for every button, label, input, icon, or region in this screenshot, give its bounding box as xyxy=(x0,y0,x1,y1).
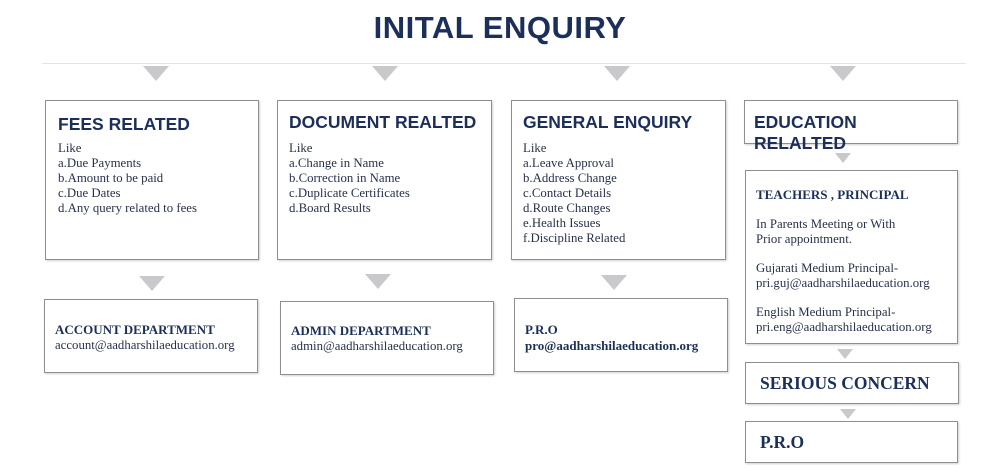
list-item: d.Board Results xyxy=(289,201,371,215)
fees-related-box xyxy=(45,100,259,260)
list-item: e.Health Issues xyxy=(523,216,601,230)
list-item: b.Amount to be paid xyxy=(58,171,164,185)
principal-email: pri.guj@aadharshilaeducation.org xyxy=(756,276,930,290)
page-title: INITAL ENQUIRY xyxy=(373,10,627,45)
fees-related-list xyxy=(58,141,246,216)
account-department-box xyxy=(44,299,258,373)
arrow-down-icon xyxy=(840,409,856,419)
department-name: ACCOUNT DEPARTMENT xyxy=(55,322,215,337)
general-enquiry-heading: GENERAL ENQUIRY xyxy=(523,112,693,132)
like-label: Like xyxy=(58,141,82,155)
arrow-down-icon xyxy=(837,349,853,359)
title-divider xyxy=(42,63,966,64)
meeting-line: Prior appointment. xyxy=(756,232,852,246)
list-item: f.Discipline Related xyxy=(523,231,626,245)
education-related-box xyxy=(744,100,958,153)
general-enquiry-box xyxy=(511,100,726,260)
teachers-principal-title: TEACHERS , PRINCIPAL xyxy=(756,187,909,202)
list-item: b.Address Change xyxy=(523,171,617,185)
admin-department-box xyxy=(280,301,494,375)
arrow-down-icon xyxy=(604,66,630,81)
department-email: admin@aadharshilaeducation.org xyxy=(291,339,463,353)
list-item: a.Due Payments xyxy=(58,156,142,170)
document-related-heading: DOCUMENT REALTED xyxy=(289,112,477,132)
meeting-line: In Parents Meeting or With xyxy=(756,217,896,231)
teachers-principal-box xyxy=(745,170,958,344)
fees-related-heading: FEES RELATED xyxy=(58,114,190,134)
arrow-down-icon xyxy=(139,276,165,291)
list-item: c.Due Dates xyxy=(58,186,121,200)
meeting-info xyxy=(756,217,947,247)
arrow-down-icon xyxy=(143,66,169,81)
list-item: b.Correction in Name xyxy=(289,171,401,185)
department-email: pro@aadharshilaeducation.org xyxy=(525,338,699,353)
serious-concern-box xyxy=(745,362,959,404)
final-pro-label: P.R.O xyxy=(760,432,805,452)
department-name: P.R.O xyxy=(525,322,558,337)
list-item: c.Duplicate Certificates xyxy=(289,186,410,200)
arrow-down-icon xyxy=(372,66,398,81)
document-related-list xyxy=(289,141,480,216)
pro-department-box xyxy=(514,298,728,372)
department-name: ADMIN DEPARTMENT xyxy=(291,323,431,338)
department-email: account@aadharshilaeducation.org xyxy=(55,338,235,352)
final-pro-box xyxy=(745,421,958,463)
list-item: d.Route Changes xyxy=(523,201,611,215)
general-enquiry-list xyxy=(523,141,714,246)
gujarati-principal-contact xyxy=(756,261,947,291)
list-item: a.Change in Name xyxy=(289,156,384,170)
list-item: a.Leave Approval xyxy=(523,156,614,170)
arrow-down-icon xyxy=(830,66,856,81)
document-related-box xyxy=(277,100,492,260)
list-item: c.Contact Details xyxy=(523,186,612,200)
principal-label: English Medium Principal- xyxy=(756,305,896,319)
list-item: d.Any query related to fees xyxy=(58,201,197,215)
arrow-down-icon xyxy=(835,153,851,163)
serious-concern-label: SERIOUS CONCERN xyxy=(760,373,930,393)
principal-email: pri.eng@aadharshilaeducation.org xyxy=(756,320,932,334)
arrow-down-icon xyxy=(365,274,391,289)
like-label: Like xyxy=(523,141,547,155)
principal-label: Gujarati Medium Principal- xyxy=(756,261,899,275)
arrow-down-icon xyxy=(601,275,627,290)
education-related-heading: EDUCATION RELALTED xyxy=(754,112,857,153)
like-label: Like xyxy=(289,141,313,155)
english-principal-contact xyxy=(756,305,947,335)
